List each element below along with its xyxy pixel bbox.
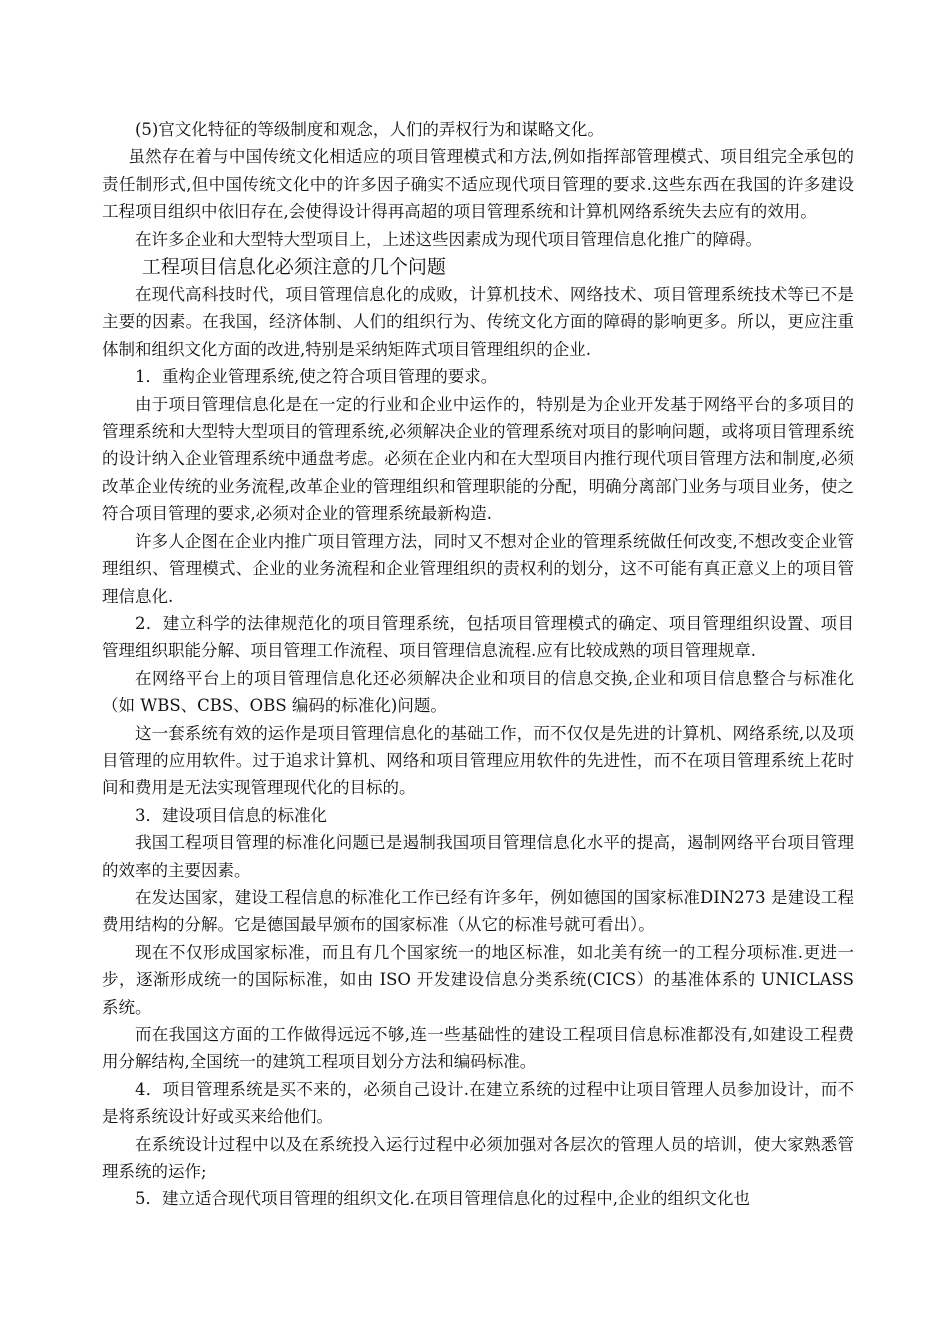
paragraph: 这一套系统有效的运作是项目管理信息化的基础工作，而不仅仅是先进的计算机、网络系统,以及项目管理的应用软件。过于追求计算机、网络和项目管理应用软件的先进性，而不在项目管理系统上花时间和费用是无法实现管理现代化的目标的。 — [102, 723, 854, 798]
numbered-item: 1．重构企业管理系统,使之符合项目管理的要求。 — [135, 367, 498, 387]
paragraph: 在现代高科技时代，项目管理信息化的成败，计算机技术、网络技术、项目管理系统技术等已不是主要的因素。在我国，经济体制、人们的组织行为、传统文化方面的障碍的影响更多。所以，更应注重体制和组织文化方面的改进,特别是采纳矩阵式项目管理组织的企业. — [102, 285, 854, 359]
numbered-item: 2．建立科学的法律规范化的项目管理系统，包括项目管理模式的确定、项目管理组织设置、项目管理组织职能分解、项目管理工作流程、项目管理信息流程.应有比较成熟的项目管理规章. — [102, 613, 854, 661]
paragraph: (5)官文化特征的等级制度和观念，人们的弄权行为和谋略文化。 — [135, 120, 604, 139]
paragraph: 而在我国这方面的工作做得远远不够,连一些基础性的建设工程项目信息标准都没有,如建设工程费用分解结构,全国统一的建筑工程项目划分方法和编码标准。 — [102, 1025, 854, 1072]
numbered-item: 5．建立适合现代项目管理的组织文化.在项目管理信息化的过程中,企业的组织文化也 — [135, 1189, 750, 1209]
numbered-item: 4．项目管理系统是买不来的，必须自己设计.在建立系统的过程中让项目管理人员参加设计，而不是将系统设计好或买来给他们。 — [102, 1079, 854, 1127]
numbered-item: 3．建设项目信息的标准化 — [135, 805, 327, 825]
section-heading: 工程项目信息化必须注意的几个问题 — [141, 256, 446, 279]
paragraph: 我国工程项目管理的标准化问题已是遏制我国项目管理信息化水平的提高，遏制网络平台项目管理的效率的主要因素。 — [102, 833, 854, 880]
paragraph: 现在不仅形成国家标准，而且有几个国家统一的地区标准，如北美有统一的工程分项标准.更进一步，逐渐形成统一的国际标准，如由 ISO 开发建设信息分类系统(CICS）的基准体系的 UNICLASS 系统。 — [102, 942, 854, 1017]
document-body — [102, 116, 854, 1213]
paragraph: 在网络平台上的项目管理信息化还必须解决企业和项目的信息交换,企业和项目信息整合与标准化（如 WBS、CBS、OBS 编码的标准化)问题。 — [102, 668, 854, 716]
paragraph: 虽然存在着与中国传统文化相适应的项目管理模式和方法,例如指挥部管理模式、项目组完全承包的责任制形式,但中国传统文化中的许多因子确实不适应现代项目管理的要求.这些东西在我国的许多建设工程项目组织中依旧存在,会使得设计得再高超的项目管理系统和计算机网络系统失去应有的效用。 — [102, 147, 854, 222]
paragraph: 许多人企图在企业内推广项目管理方法，同时又不想对企业的管理系统做任何改变,不想改变企业管理组织、管理模式、企业的业务流程和企业管理组织的责权利的划分，这不可能有真正意义上的项目管理信息化. — [102, 531, 854, 606]
paragraph: 由于项目管理信息化是在一定的行业和企业中运作的，特别是为企业开发基于网络平台的多项目的管理系统和大型特大型项目的管理系统,必须解决企业的管理系统对项目的影响问题，或将项目管理系统的设计纳入企业管理系统中通盘考虑。必须在企业内和在大型项目内推行现代项目管理方法和制度,必须改革企业传统的业务流程,改革企业的管理组织和管理职能的分配，明确分离部门业务与项目业务，使之符合项目管理的要求,必须对企业的管理系统最新构造. — [102, 394, 854, 524]
paragraph: 在系统设计过程中以及在系统投入运行过程中必须加强对各层次的管理人员的培训，使大家熟悉管理系统的运作; — [102, 1134, 854, 1182]
paragraph: 在许多企业和大型特大型项目上，上述这些因素成为现代项目管理信息化推广的障碍。 — [135, 229, 762, 249]
paragraph: 在发达国家，建设工程信息的标准化工作已经有许多年，例如德国的国家标准DIN273 是建设工程费用结构的分解。它是德国最早颁布的国家标准（从它的标准号就可看出）。 — [102, 887, 854, 935]
